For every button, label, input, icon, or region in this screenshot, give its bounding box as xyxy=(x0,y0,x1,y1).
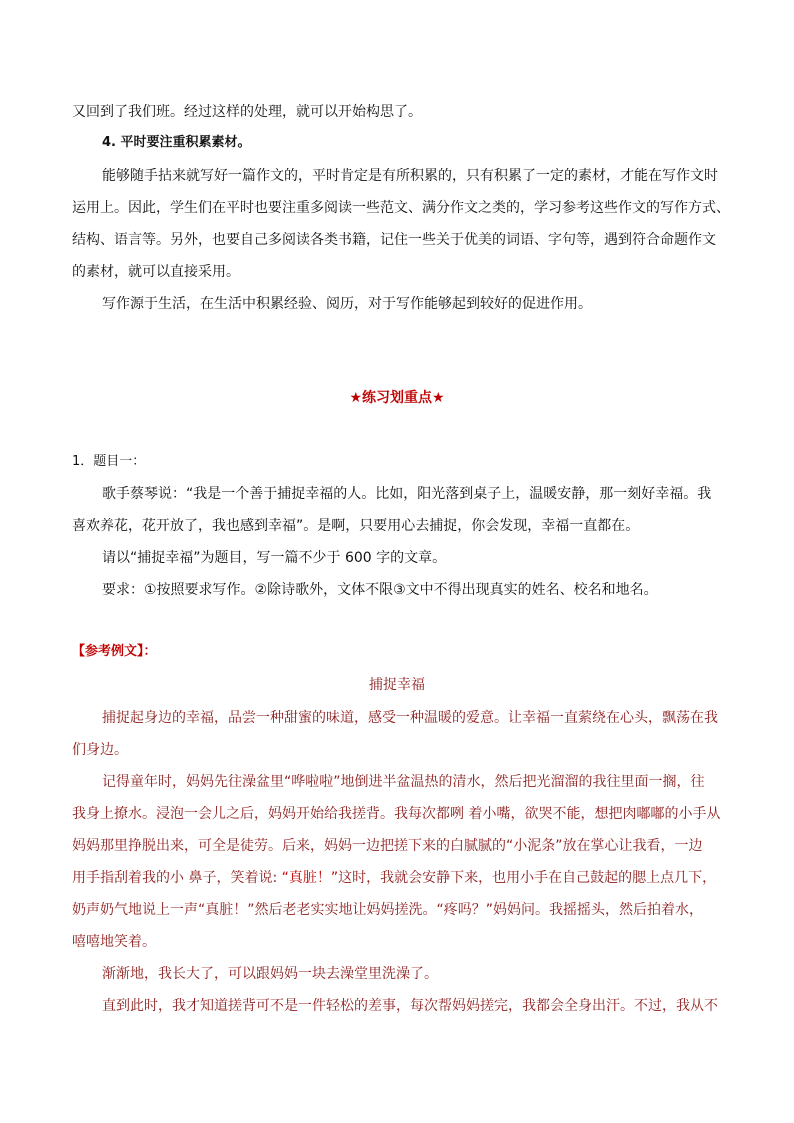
reference-label: 【参考例文】： xyxy=(72,644,157,659)
essay-p2-line-2: 我身上撩水。浸泡一会儿之后，妈妈开始给我搓背。我每次都咧 着小嘴，欲哭不能，想把肉嘟嘟的小手从 xyxy=(72,806,721,822)
question-1-line-2: 喜欢养花，花开放了，我也感到幸福”。是啊，只要用心去捕捉，你会发现，幸福一直都在。 xyxy=(72,518,640,534)
essay-p2-line-5: 奶声奶气地说上一声“真脏！”然后老老实实地让妈妈搓洗。“疼吗？”妈妈问。我摇摇头，然后拍着水， xyxy=(72,902,704,918)
paragraph-1-line-1: 能够随手拈来就写好一篇作文的，平时肯定是有所积累的，只有积累了一定的素材，才能在写作文时 xyxy=(102,168,718,184)
essay-p2-line-4 xyxy=(72,868,732,888)
question-1-line-4: 要求：①按照要求写作。②除诗歌外，文体不限③文中不得出现真实的姓名、校名和地名。 xyxy=(102,582,658,598)
paragraph-2: 写作源于生活，在生活中积累经验、阅历，对于写作能够起到较好的促进作用。 xyxy=(102,296,592,312)
question-1-label: 1．题目一： xyxy=(72,454,146,469)
essay-p2-line-4-part-c: 这时，我就会安静下来，也用小手在自己鼓起的腮上点几下， xyxy=(338,870,717,886)
practice-title: ★练习划重点★ xyxy=(349,390,445,406)
essay-p2-line-1: 记得童年时，妈妈先往澡盆里“哗啦啦”地倒进半盆温热的清水，然后把光溜溜的我往里面一搁，往 xyxy=(102,774,705,790)
essay-p2-line-3: 妈妈那里挣脱出来，可全是徒劳。后来，妈妈一边把搓下来的白腻腻的“小泥条”放在掌心让我看，一边 xyxy=(72,838,703,854)
essay-p2-line-4-part-a: 用手指刮着我的小 鼻子，笑着说: xyxy=(72,870,282,886)
question-1-line-3: 请以“捕捉幸福”为题目，写一篇不少于 600 字的文章。 xyxy=(102,550,447,566)
paragraph-1-line-2: 运用上。因此，学生们在平时也要注重多阅读一些范文、满分作文之类的，学习参考这些作文的写作方式、 xyxy=(72,200,730,216)
essay-p1-line-2: 们身边。 xyxy=(72,742,128,758)
essay-p3: 渐渐地，我长大了，可以跟妈妈一块去澡堂里洗澡了。 xyxy=(102,966,438,982)
paragraph-1-line-3: 结构、语言等。另外，也要自己多阅读各类书籍，记住一些关于优美的词语、字句等，遇到符合命题作文 xyxy=(72,232,716,248)
essay-title: 捕捉幸福 xyxy=(369,677,425,693)
essay-p2-line-6: 嘻嘻地笑着。 xyxy=(72,934,156,950)
essay-p4-line-1: 直到此时，我才知道搓背可不是一件轻松的差事，每次帮妈妈搓完，我都会全身出汗。不过，我从不 xyxy=(102,998,718,1014)
heading-4: 4. 平时要注重积累素材。 xyxy=(102,135,251,150)
question-1-line-1: 歌手蔡琴说：“我是一个善于捕捉幸福的人。比如，阳光落到桌子上，温暖安静，那一刻好幸福。我 xyxy=(102,486,712,502)
paragraph-1-line-4: 的素材，就可以直接采用。 xyxy=(72,264,240,280)
essay-p2-line-4-quote: “真脏！” xyxy=(281,870,339,886)
essay-p1-line-1: 捕捉起身边的幸福，品尝一种甜蜜的味道，感受一种温暖的爱意。让幸福一直萦绕在心头，飘荡在我 xyxy=(102,710,718,726)
intro-line-1: 又回到了我们班。经过这样的处理，就可以开始构思了。 xyxy=(72,104,422,120)
